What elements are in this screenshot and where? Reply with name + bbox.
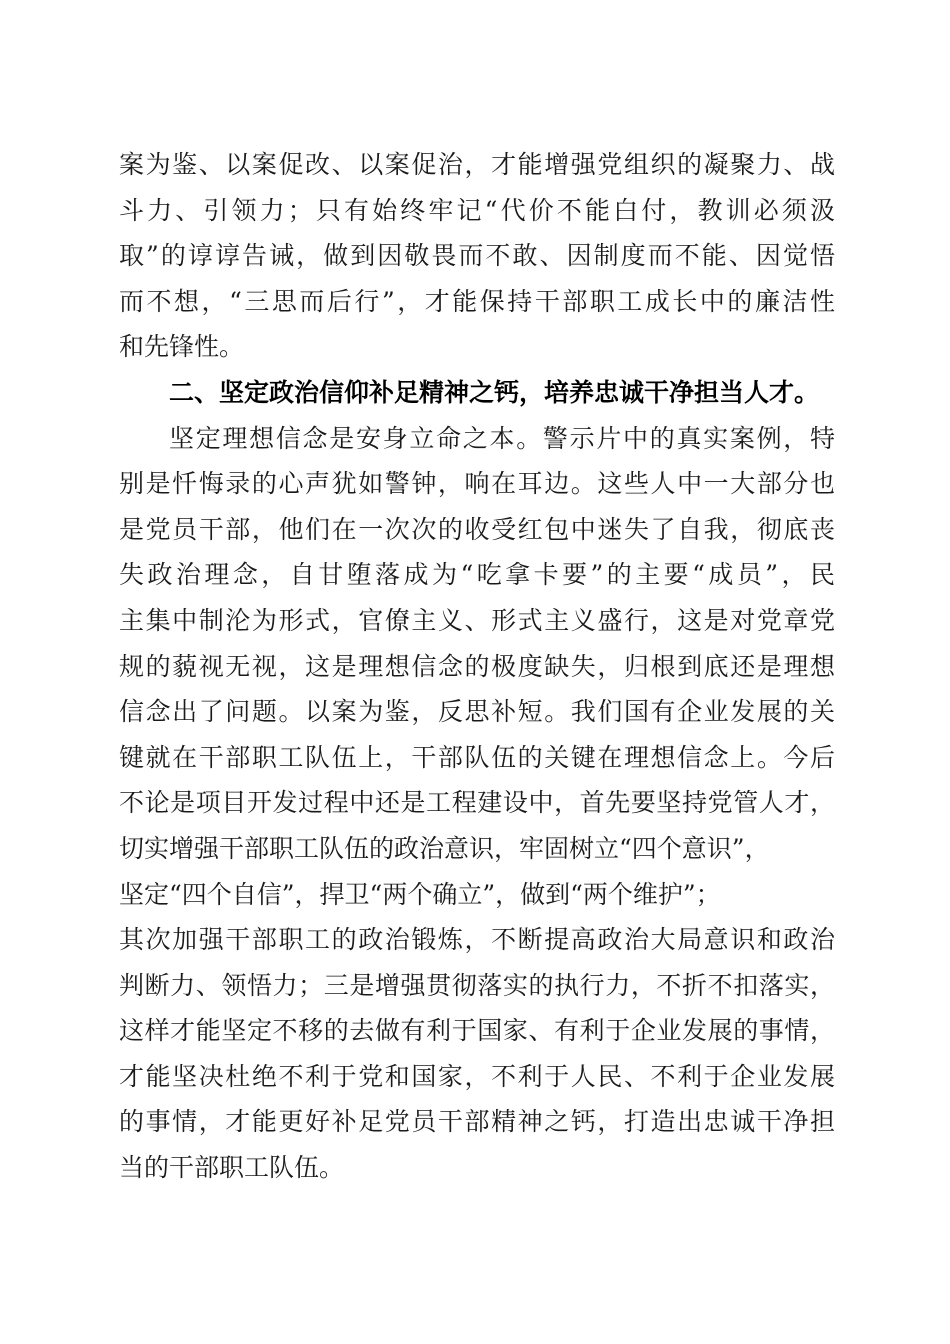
text-line: 才能坚决杜绝不利于党和国家，不利于人民、不利于企业发展 — [119, 1061, 835, 1091]
text-line: 别是忏悔录的心声犹如警钟，响在耳边。这些人中一大部分也 — [119, 469, 835, 499]
text-line: 坚定理想信念是安身立命之本。警示片中的真实案例，特 — [169, 423, 835, 453]
text-line: 是党员干部，他们在一次次的收受红包中迷失了自我，彻底丧 — [119, 514, 835, 544]
text-line: 这样才能坚定不移的去做有利于国家、有利于企业发展的事情， — [119, 1016, 835, 1046]
text-line: 案为鉴、以案促改、以案促治，才能增强党组织的凝聚力、战 — [119, 150, 835, 179]
document-body — [119, 142, 835, 1191]
paragraph-continuation — [119, 142, 835, 370]
text-line: 判断力、领悟力；三是增强贯彻落实的执行力，不折不扣落实， — [119, 970, 835, 1000]
text-line: 切实增强干部职工队伍的政治意识，牢固树立“四个意识”， — [119, 833, 770, 863]
text-line: 失政治理念，自甘堕落成为“吃拿卡要”的主要“成员”，民 — [119, 560, 835, 590]
paragraph-body — [119, 416, 835, 1191]
text-line: 键就在干部职工队伍上，干部队伍的关键在理想信念上。今后 — [119, 742, 835, 772]
text-line: 信念出了问题。以案为鉴，反思补短。我们国有企业发展的关 — [119, 697, 835, 727]
text-line: 斗力、引领力；只有始终牢记“代价不能白付，教训必须汲 — [119, 195, 835, 225]
text-line: 而不想，“三思而后行”，才能保持干部职工成长中的廉洁性 — [119, 286, 835, 316]
text-line: 和先锋性。 — [119, 332, 245, 362]
text-line: 取”的谆谆告诫，做到因敬畏而不敢、因制度而不能、因觉悟 — [119, 241, 835, 271]
text-line: 当的干部职工队伍。 — [119, 1153, 345, 1183]
text-line: 的事情，才能更好补足党员干部精神之钙，打造出忠诚干净担 — [119, 1107, 835, 1137]
text-line: 主集中制沦为形式，官僚主义、形式主义盛行，这是对党章党 — [119, 605, 835, 635]
text-line: 不论是项目开发过程中还是工程建设中，首先要坚持党管人才， — [119, 788, 835, 818]
text-line: 规的藐视无视，这是理想信念的极度缺失，归根到底还是理想 — [119, 651, 835, 681]
text-line: 坚定“四个自信”，捍卫“两个确立”，做到“两个维护”； — [119, 879, 721, 909]
text-line: 其次加强干部职工的政治锻炼，不断提高政治大局意识和政治 — [119, 925, 835, 955]
section-heading: 二、坚定政治信仰补足精神之钙，培养忠诚干净担当人才。 — [169, 377, 820, 407]
